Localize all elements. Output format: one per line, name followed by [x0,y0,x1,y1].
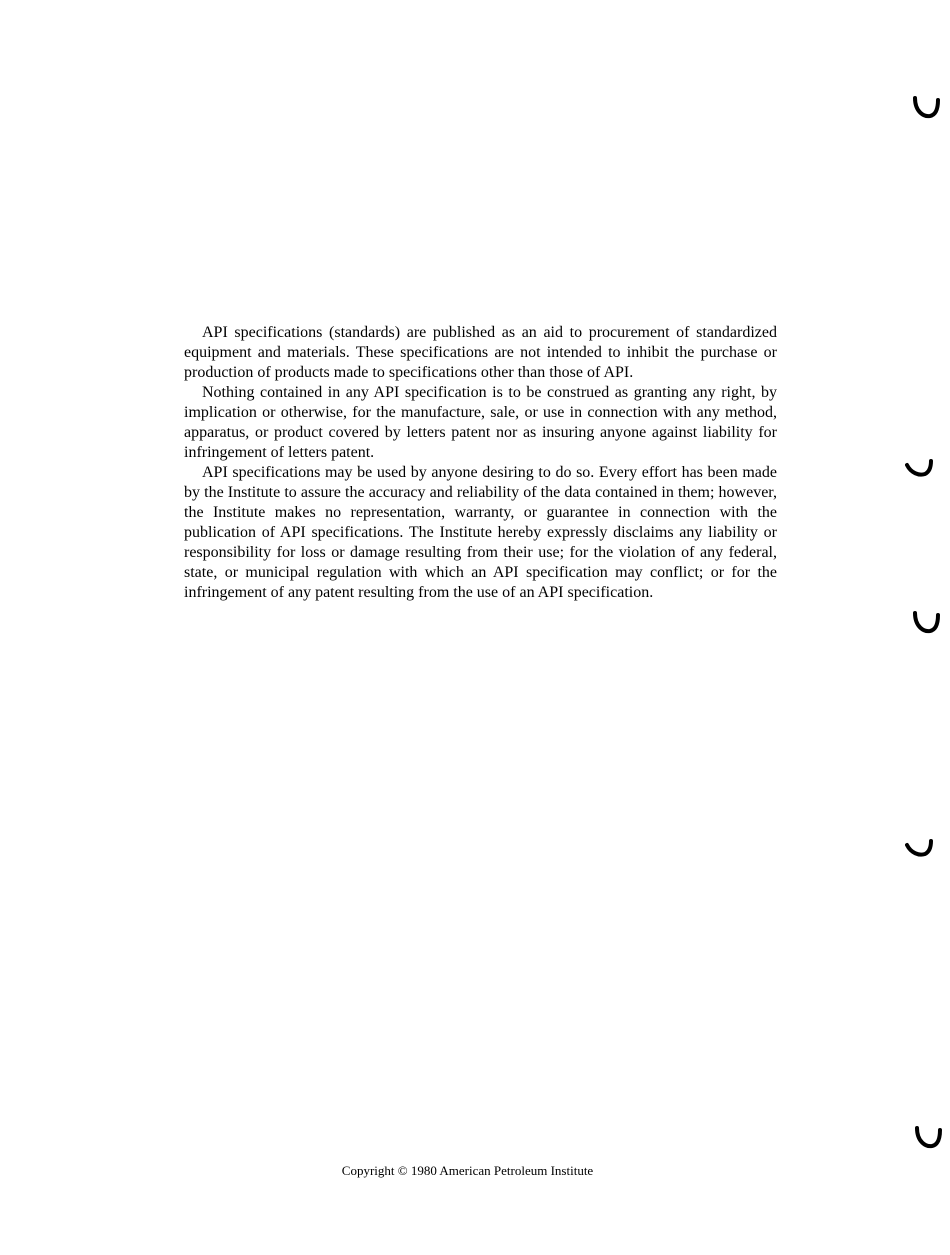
paragraph-patent: Nothing contained in any API specification is to be construed as granting any right, by implication or otherwise, for the manufacture, sale, or use in connection with any method, apparatus, or product covered by letters patent nor as insuring anyone against liability for infringement of letters patent. [184,384,777,461]
binder-hole-mark-icon [905,835,933,861]
paragraph-procurement: API specifications (standards) are published as an aid to procurement of standardized equipment and materials. These specifications are not intended to inhibit the purchase or production of products made to specifications other than those of API. [184,324,777,381]
binder-hole-mark-icon [912,94,940,120]
paragraph-liability: API specifications may be used by anyone desiring to do so. Every effort has been made by the Institute to assure the accuracy and reliability of the data contained in them; however, the Institute makes no representation, warranty, or guarantee in connection with the publication of API specifications. The Institute hereby expressly disclaims any liability or responsibility for loss or damage resulting from their use; for the violation of any federal, state, or municipal regulation with which an API specification may conflict; or for the infringement of any patent resulting from the use of an API specification. [184,464,777,601]
disclaimer-text [184,323,777,603]
binder-hole-mark-icon [914,1124,942,1150]
binder-hole-mark-icon [912,609,940,635]
copyright-footer: Copyright © 1980 American Petroleum Institute [341,1163,594,1178]
binder-hole-mark-icon [905,455,933,481]
